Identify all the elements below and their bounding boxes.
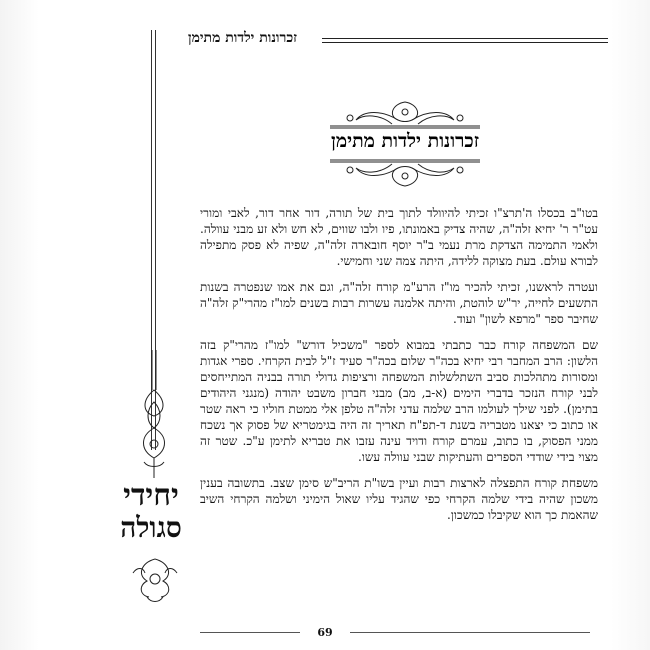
side-label	[108, 480, 194, 544]
chapter-title: זכרונות ילדות מתימן	[330, 130, 480, 152]
chapter-top-ornament-icon	[330, 98, 480, 130]
footer-rule-right	[350, 632, 590, 633]
bottom-ornament-icon	[127, 555, 183, 605]
footer-rule-left	[200, 632, 300, 633]
header-double-rule	[322, 38, 608, 43]
chapter-bottom-ornament-icon	[330, 158, 480, 190]
page-number: 69	[317, 626, 333, 639]
body-text	[200, 205, 598, 533]
side-label-line1: יחידי	[123, 478, 179, 513]
paragraph-1: בטו"ב בכסלו ה'תרצ"ו זכיתי להיוולד לתוך בית של תורה, דור אחר דור, לאבי ומורי עט"ר ר' יחיא זלה"ה, שהיה צדיק באמונתו, פיו ולבו שווים, לא חש ולא זע מבני עוולה. ולאמי התמימה הצדקת מרת נעמי ב"ר יוסף חובארה זלה"ה, שפיה לא פסק מתפילה לבורא עולם. בעת מצוקה ללידה, היתה צמה שני וחמישי.	[200, 206, 599, 268]
side-label-line2: סגולה	[120, 511, 182, 544]
running-header	[188, 28, 608, 52]
paragraph-2: ועטרה לראשנו, זכיתי להכיר מו"ז הרע"מ קורח זלה"ה, וגם את אמו שנפטרה בשנות התשעים לחייה, יר"ש לוהטת, והיתה אלמנה עשרות רבות בשנים למו"ז מהרי"ק זלה"ה שחיבר ספר "מרפא לשון" ועוד.	[200, 280, 598, 326]
paragraph-4: משפחת קורח התפצלה לארצות רבות ועיין בשו"ת הריב"ש סימן שצב. בתשובה בענין משכון שהיה בידי שלמה הקרחי כפי שהגיד עליו שאול הימיני ושלמה הקרחי השיב שהאמת כך הוא שקיבלו כמשכון.	[200, 476, 598, 522]
bleed-through-text	[210, 62, 590, 77]
running-header-title: זכרונות ילדות מתימן	[188, 30, 298, 46]
paragraph-3: שם המשפחה קורח כבר כתבתי במבוא לספר "משכיל דורש" למו"ז מהרי"ק בזה הלשון: הרב המחבר רבי יחיא בכה"ר שלום בכה"ר סעיד ז"ל לבית הקרחי. ספרי אגדות ומסורות מתהלכות סביב השתלשלות המשפחה ורציפות גדולי תורה בבניה המתייחסים לבני קורח הנזכר בדברי הימים (א-ב, מב) מבני חברון משבט יהודה (מנגני היהודים בתימן). לפני שילך לעולמו הרב שלמה עדני זלה"ה טלפן אלי ממטת חוליו כי ראה שטר או כתוב כי יצאנו מטבריה בשנת ד-תפ"ח תאריך זה היה בגימטריא של פסוק אך נשכח ממני הפסוק, בו כתוב, עמרם קורח ודויד עינה עזבו את טבריא לתימן ע"כ. שטר זה מצוי בידי שודדי הספרים והעתיקות שבני עוולה עשו.	[200, 338, 598, 464]
vertical-ornament-icon	[136, 350, 172, 480]
